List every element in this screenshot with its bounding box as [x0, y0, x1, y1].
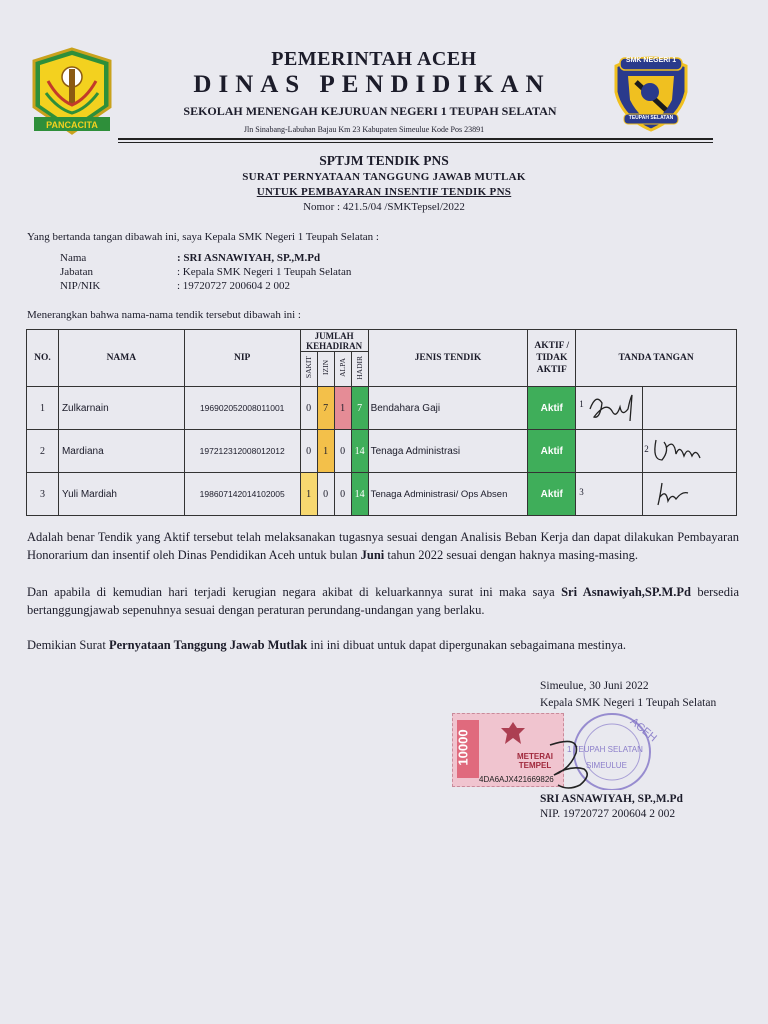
table-row	[27, 473, 737, 516]
cell-nip: 197212312008012012	[184, 430, 300, 473]
cell-ttd	[576, 430, 737, 473]
cell-ttd	[576, 473, 737, 516]
nip-value: : 19720727 200604 2 002	[177, 280, 291, 292]
cell-no: 3	[27, 473, 59, 516]
sign-no: 2	[644, 444, 649, 454]
cell-izin: 7	[317, 387, 334, 430]
paragraph-1-tail: tahun 2022 sesuai dengan haknya masing-masing.	[384, 548, 639, 562]
cell-nama: Mardiana	[58, 430, 184, 473]
col-jenis: JENIS TENDIK	[368, 330, 528, 387]
paragraph-3	[27, 636, 739, 654]
cell-aktif: Aktif	[528, 473, 576, 516]
paragraph-3-text: Demikian Surat	[27, 638, 109, 652]
stamp-code: 4DA6AJX421669826	[479, 775, 554, 784]
smk-logo-top-text: SMK NEGERI 1	[625, 57, 677, 64]
cell-nama: Yuli Mardiah	[58, 473, 184, 516]
doc-subtitle-2: UNTUK PEMBAYARAN INSENTIF TENDIK PNS	[256, 186, 512, 198]
smk-logo-bottom-text: TEUPAH SELATAN	[628, 115, 674, 121]
school-address: Jln Sinabang-Labuhan Bajau Km 23 Kabupaten Simeulue Kode Pos 23891	[243, 125, 485, 134]
cell-sakit: 1	[300, 473, 317, 516]
col-nip: NIP	[184, 330, 300, 387]
cell-nama: Zulkarnain	[58, 387, 184, 430]
paragraph-2-tail: bersedia bertanggungjawab sepenuhnya sesuai dengan peraturan perundang-undangan yang berlaku.	[27, 585, 739, 617]
cell-alpa: 0	[334, 430, 351, 473]
nama-value: : SRI ASNAWIYAH, SP.,M.Pd	[177, 252, 321, 264]
doc-number: Nomor : 421.5/04 /SMKTepsel/2022	[303, 201, 465, 213]
header-rule-thin	[118, 142, 713, 143]
stamp-label: METERAI TEMPEL	[517, 752, 553, 770]
header-rule-thick	[118, 138, 713, 140]
sign-place-date: Simeulue, 30 Juni 2022	[540, 680, 649, 692]
cell-jenis: Bendahara Gaji	[368, 387, 528, 430]
jabatan-label: Jabatan	[60, 266, 93, 278]
cell-hadir: 14	[351, 430, 368, 473]
table-row	[27, 430, 737, 473]
cell-sakit: 0	[300, 430, 317, 473]
cell-nip: 198607142014102005	[184, 473, 300, 516]
cell-jenis: Tenaga Administrasi	[368, 430, 528, 473]
col-ttd: TANDA TANGAN	[576, 330, 737, 387]
cell-jenis: Tenaga Administrasi/ Ops Absen	[368, 473, 528, 516]
cell-no: 2	[27, 430, 59, 473]
col-aktif: AKTIF / TIDAK AKTIF	[528, 330, 576, 387]
sign-position: Kepala SMK Negeri 1 Teupah Selatan	[540, 697, 717, 709]
intro-text: Yang bertanda tangan dibawah ini, saya Kepala SMK Negeri 1 Teupah Selatan :	[27, 231, 379, 243]
table-row	[27, 387, 737, 430]
paragraph-1	[27, 528, 739, 564]
col-sakit: SAKIT	[304, 356, 314, 379]
cell-aktif: Aktif	[528, 387, 576, 430]
paragraph-3-bold: Pernyataan Tanggung Jawab Mutlak	[108, 638, 308, 652]
principal-signature-icon	[540, 735, 610, 795]
paragraph-3-tail: ini ini dibuat untuk dapat dipergunakan sebagaimana mestinya.	[307, 638, 627, 652]
cell-izin: 1	[317, 430, 334, 473]
lead-text: Menerangkan bahwa nama-nama tendik tersebut dibawah ini :	[27, 309, 301, 321]
cell-alpa: 0	[334, 473, 351, 516]
cell-nip: 196902052008011001	[184, 387, 300, 430]
doc-title: SPTJM TENDIK PNS	[319, 153, 449, 168]
cell-hadir: 14	[351, 473, 368, 516]
col-alpa: ALPA	[338, 358, 348, 377]
seal-text-line2: SIMEULUE	[586, 761, 627, 770]
cell-sakit: 0	[300, 387, 317, 430]
nama-label: Nama	[60, 252, 87, 264]
cell-no: 1	[27, 387, 59, 430]
paragraph-1-text: Adalah benar Tendik yang Aktif tersebut telah melaksanakan tugasnya sesuai dengan Analisis Beban Kerja dan dapat dilakukan Pembayaran Honorarium dan insentif oleh Dinas Pendidikan Aceh untuk bulan	[27, 530, 739, 562]
paragraph-2	[27, 583, 739, 619]
sign-no: 1	[579, 399, 584, 409]
gov-title: PEMERINTAH ACEH	[271, 48, 477, 70]
jabatan-value: : Kepala SMK Negeri 1 Teupah Selatan	[177, 266, 352, 278]
cell-ttd	[576, 387, 737, 430]
garuda-emblem-icon	[499, 720, 527, 748]
signature-2-icon	[650, 434, 712, 468]
paragraph-1-month: Juni	[360, 548, 385, 562]
sign-name: SRI ASNAWIYAH, SP.,M.Pd	[540, 793, 683, 805]
cell-izin: 0	[317, 473, 334, 516]
col-hadir: HADIR	[355, 355, 365, 380]
sign-nip: NIP. 19720727 200604 2 002	[540, 808, 676, 820]
table-header-row	[27, 330, 737, 352]
doc-subtitle: SURAT PERNYATAAN TANGGUNG JAWAB MUTLAK	[242, 171, 526, 183]
cell-hadir: 7	[351, 387, 368, 430]
seal-text-line1: 1 TEUPAH SELATAN	[567, 745, 643, 754]
tendik-table	[26, 329, 737, 516]
stamp-value: 10000	[455, 729, 471, 766]
seal-text-aceh: ACEH	[627, 715, 659, 745]
col-no: NO.	[27, 330, 59, 387]
paragraph-2-text: Dan apabila di kemudian hari terjadi kerugian negara akibat di keluarkannya surat ini maka saya	[27, 585, 562, 599]
signature-1-icon	[586, 389, 642, 427]
col-jumlah: JUMLAH KEHADIRAN	[300, 330, 368, 352]
pancacita-logo-text: PANCACITA	[46, 120, 98, 130]
school-title: SEKOLAH MENENGAH KEJURUAN NEGERI 1 TEUPAH SELATAN	[183, 104, 557, 118]
col-nama: NAMA	[58, 330, 184, 387]
cell-alpa: 1	[334, 387, 351, 430]
paragraph-2-name: Sri Asnawiyah,SP.M.Pd	[561, 585, 691, 599]
dept-title: DINAS PENDIDIKAN	[193, 71, 551, 98]
col-izin: IZIN	[321, 360, 331, 375]
cell-aktif: Aktif	[528, 430, 576, 473]
sign-no: 3	[579, 487, 584, 497]
nip-label: NIP/NIK	[60, 280, 101, 292]
signature-3-icon	[654, 479, 694, 509]
